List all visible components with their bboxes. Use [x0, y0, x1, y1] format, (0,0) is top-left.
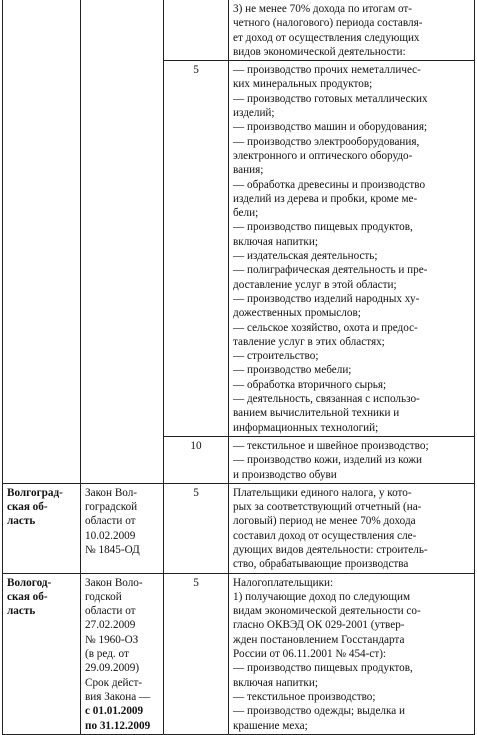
condition-line: и производство обуви	[233, 468, 337, 481]
condition-line: — производство готовых металлических	[233, 92, 428, 105]
condition-line: рых за соответствующий отчетный (на-	[233, 501, 422, 514]
conditions-cell	[229, 61, 475, 437]
condition-line: 1) получающие доход по следующим	[233, 590, 411, 603]
condition-line: Плательщики единого налога, у кото-	[233, 486, 412, 499]
condition-line: жден постановлением Госстандарта	[233, 633, 405, 646]
condition-line: изделий;	[233, 107, 275, 120]
condition-line: включая напитки;	[233, 676, 318, 689]
condition-line: — производство одежды; выделка и	[233, 705, 406, 718]
conditions-cell	[229, 436, 475, 483]
condition-line: — обработка вторичного сырья;	[233, 378, 387, 391]
condition-line: — издательская деятельность;	[233, 250, 378, 263]
condition-line: — производство электрооборудования,	[233, 135, 420, 148]
condition-line: — сельское хозяйство, охота и предос-	[233, 321, 418, 334]
condition-line: — обработка древесины и производство	[233, 178, 426, 191]
condition-line: тавление услуг в этих областях;	[233, 335, 385, 348]
condition-line: — производство мебели;	[233, 364, 352, 377]
law-cell	[81, 0, 164, 483]
law-cell	[81, 483, 164, 573]
region-cell	[3, 573, 81, 734]
condition-line: — полиграфическая деятельность и пре-	[233, 264, 428, 277]
region-name: Волгоград- ская об- ласть	[7, 486, 63, 528]
condition-line: ванием вычислительной техники и	[233, 407, 400, 420]
condition-line: видов экономической деятельности:	[233, 45, 406, 58]
condition-line: — деятельность, связанная с использо-	[233, 393, 420, 406]
condition-line: — строительство;	[233, 350, 319, 363]
law-reference: Закон Воло- годской области от 27.02.2009 № 1960-ОЗ (в ред. от 29.09.2009) Срок дейст- вия Закона —	[85, 576, 151, 703]
law-cell	[81, 573, 164, 734]
law-validity-period: с 01.01.2009 по 31.12.2009	[85, 705, 151, 732]
condition-line: — производство изделий народных ху-	[233, 292, 420, 305]
condition-line: — текстильное производство;	[233, 690, 376, 703]
condition-line: России от 06.11.2001 № 454-ст):	[233, 648, 387, 661]
condition-line: 3) не менее 70% дохода по итогам от-	[233, 3, 413, 15]
condition-line: четного (налогового) периода составля-	[233, 17, 423, 30]
table-row	[3, 0, 475, 61]
condition-line: бели;	[233, 207, 259, 220]
region-cell	[3, 483, 81, 573]
condition-line: — производство кожи, изделий из кожи	[233, 454, 422, 467]
condition-line: изделий из дерева и пробки, кроме ме-	[233, 192, 418, 205]
condition-line: дующих видов деятельности: строитель-	[233, 543, 428, 556]
condition-line: информационных технологий;	[233, 421, 379, 434]
condition-line: включая напитки;	[233, 235, 318, 248]
table-row	[3, 573, 475, 734]
tax-rate-table-page	[2, 0, 475, 732]
condition-line: ких минеральных продуктов;	[233, 78, 373, 91]
rate-cell: 5	[164, 61, 229, 437]
law-reference: Закон Вол- гоградской области от 10.02.2009 № 1845-ОД	[85, 486, 140, 556]
condition-line: — производство пищевых продуктов,	[233, 221, 413, 234]
condition-line: составил доход от осуществления сле-	[233, 529, 417, 542]
region-cell	[3, 0, 81, 483]
condition-line: вания;	[233, 164, 264, 177]
rate-cell: 5	[164, 573, 229, 734]
table-row	[3, 483, 475, 573]
condition-line: ство, обрабатывающие производства	[233, 558, 409, 571]
rate-cell: 10	[164, 436, 229, 483]
region-name: Вологод- ская об- ласть	[7, 576, 52, 618]
condition-line: Налогоплательщики:	[233, 576, 334, 589]
condition-line: — производство пищевых продуктов,	[233, 662, 413, 675]
condition-line: доставление услуг в этой области;	[233, 278, 397, 291]
condition-line: электронного и оптического оборудо-	[233, 149, 413, 162]
condition-line: — производство прочих неметалличес-	[233, 64, 421, 77]
condition-line: видам экономической деятельности со-	[233, 605, 421, 618]
condition-line: — текстильное и швейное производство;	[233, 439, 429, 452]
condition-line: — производство машин и оборудования;	[233, 121, 428, 134]
rate-cell: 5	[164, 483, 229, 573]
condition-line: ет доход от осуществления следующих	[233, 31, 420, 44]
tax-rate-table	[2, 0, 475, 735]
conditions-cell	[229, 0, 475, 61]
conditions-cell	[229, 483, 475, 573]
condition-line: гласно ОКВЭД ОК 029-2001 (утвер-	[233, 619, 405, 632]
condition-line: логовый) период не менее 70% дохода	[233, 515, 416, 528]
conditions-cell	[229, 573, 475, 734]
rate-cell	[164, 0, 229, 61]
condition-line: дожественных промыслов;	[233, 307, 361, 320]
condition-line: крашение меха;	[233, 719, 308, 732]
